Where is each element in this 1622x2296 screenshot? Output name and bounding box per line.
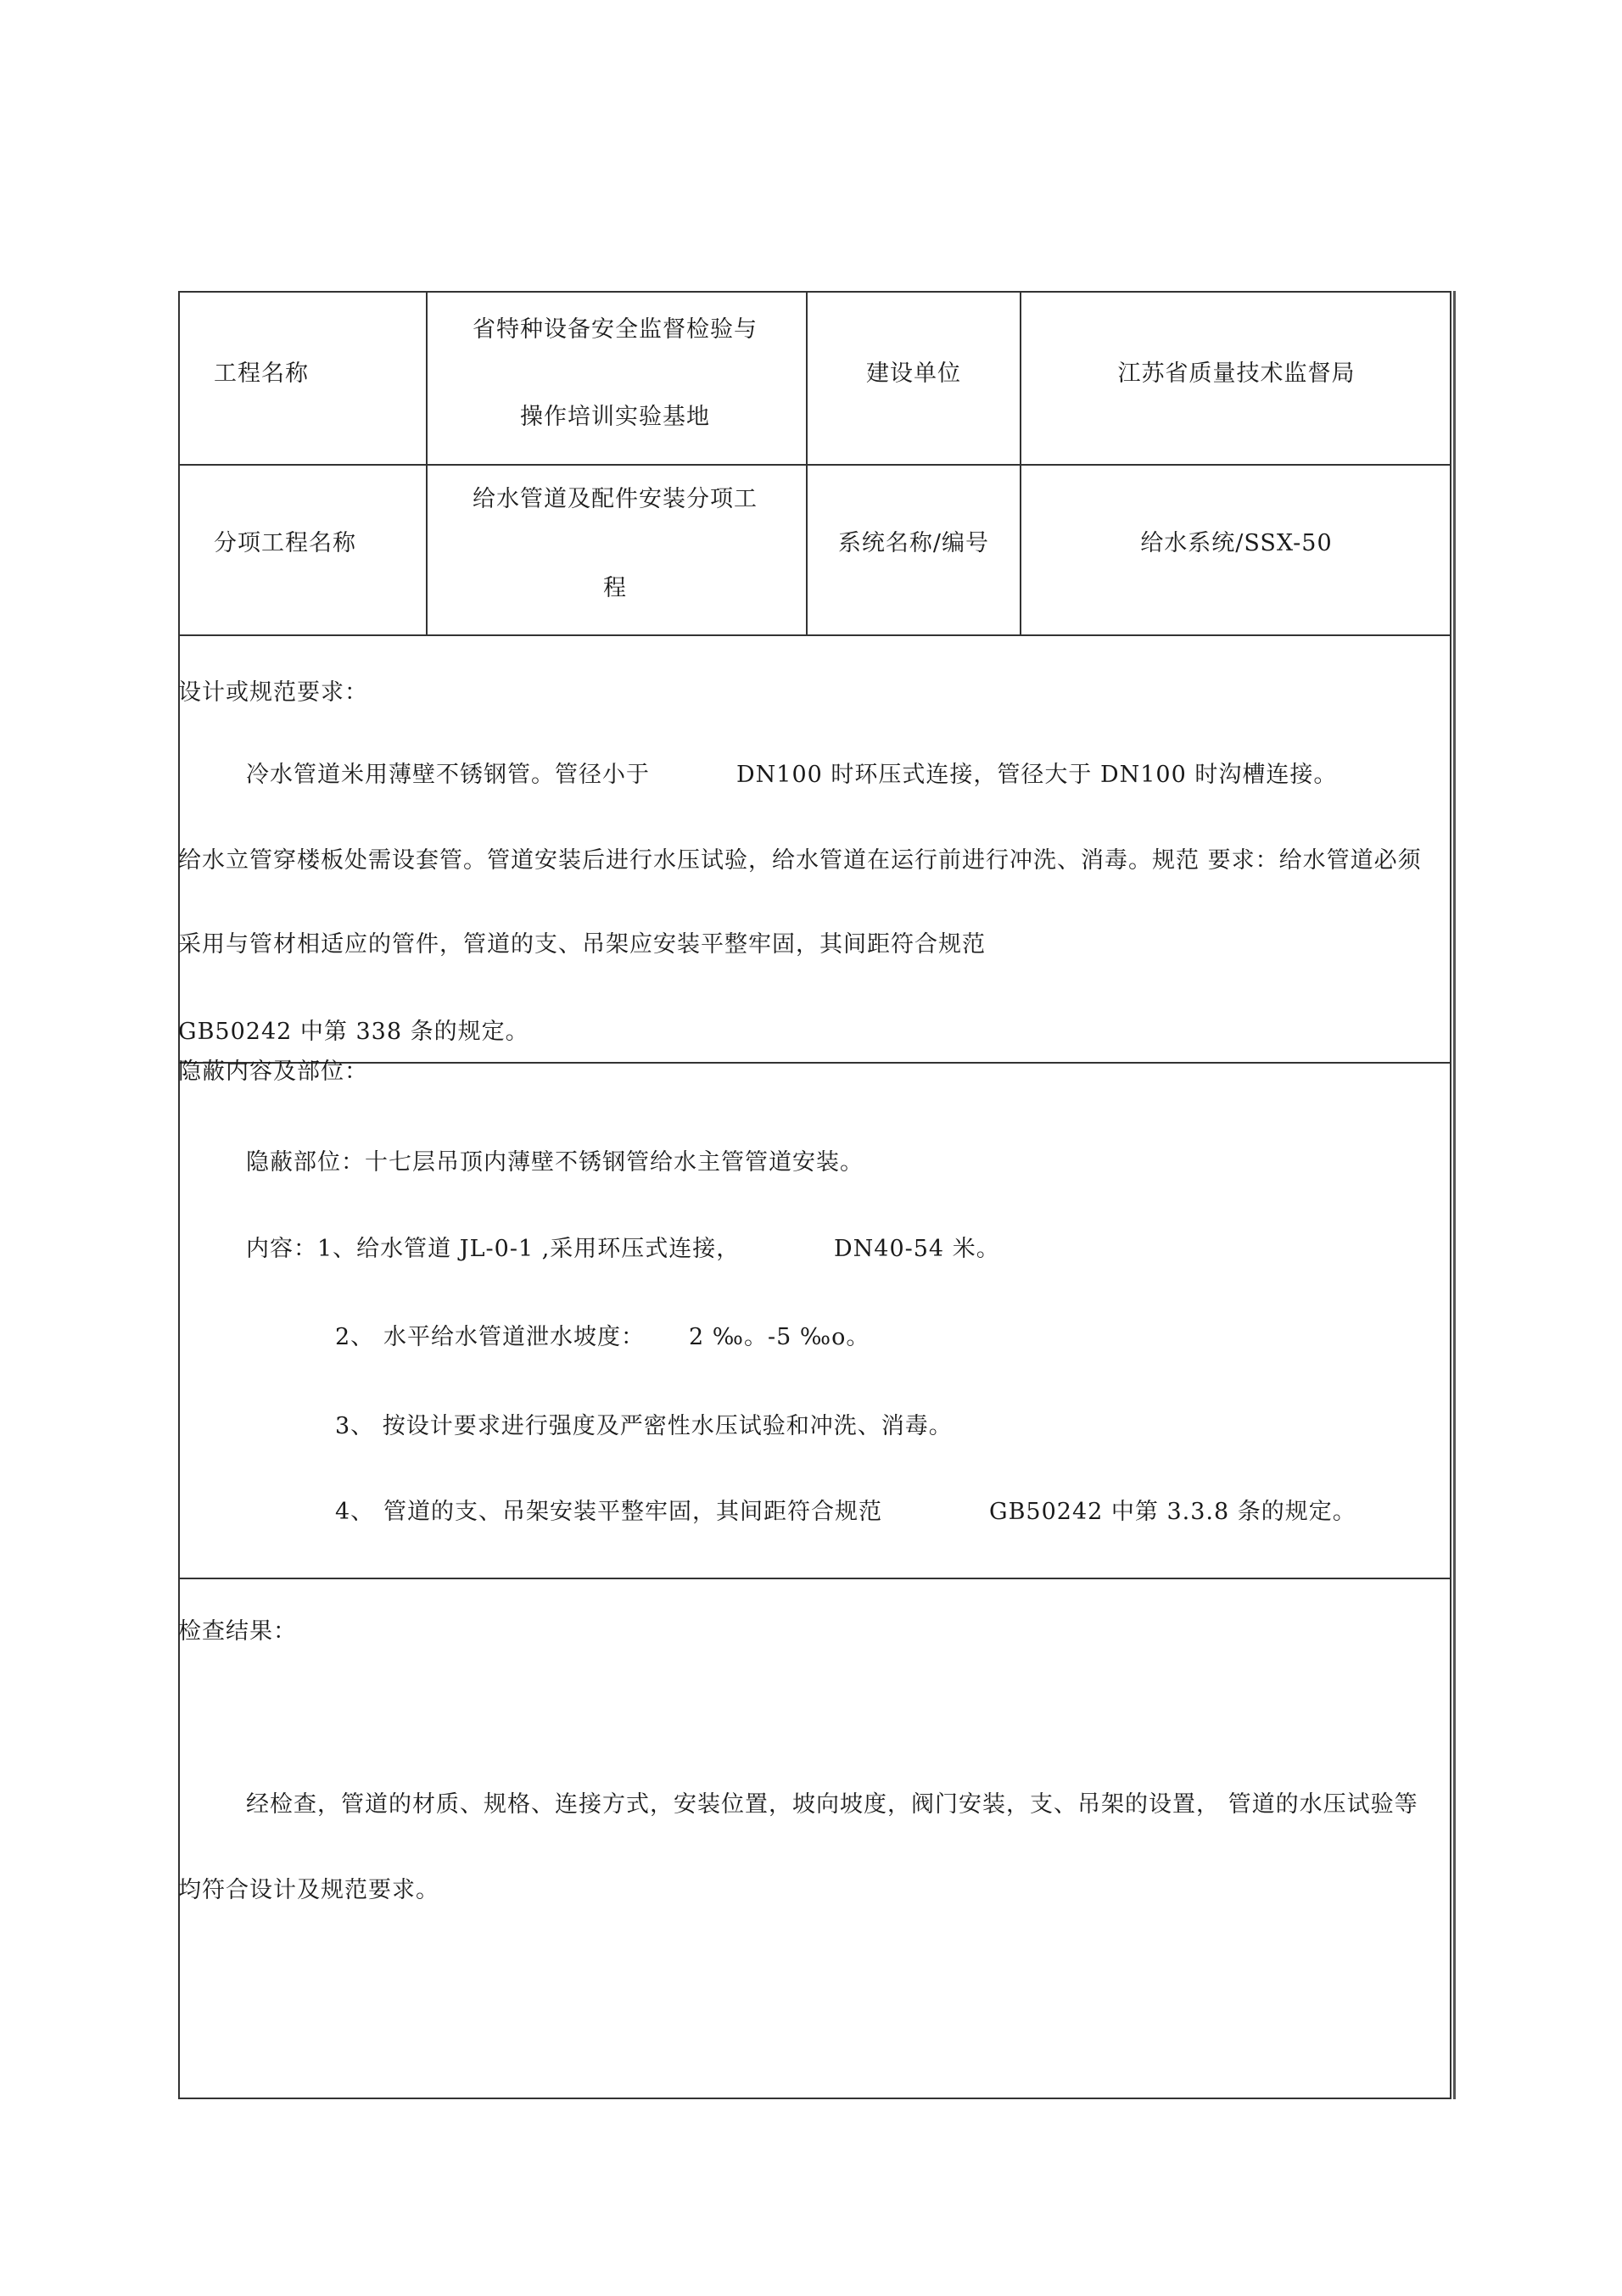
hidden-item-1b: DN40-54 米。 [834,1236,1000,1262]
hidden-item-3: 3、 按设计要求进行强度及严密性水压试验和冲洗、消毒。 [335,1413,953,1439]
form-border [178,291,1451,2099]
result-paragraph-2: 均符合设计及规范要求。 [178,1877,439,1903]
design-paragraph-4: GB50242 中第 338 条的规定。 [178,1019,529,1045]
project-name-value-line1: 省特种设备安全监督检验与 [473,316,758,343]
hidden-item-2a: 水平给水管道泄水坡度： [383,1324,645,1350]
result-paragraph-1: 经检查，管道的材质、规格、连接方式，安装位置，坡向坡度，阀门安装，支、吊架的设置， 管道的水压试验等 [246,1791,1418,1818]
construction-unit-label: 建设单位 [866,360,961,387]
project-name-label: 工程名称 [214,360,309,387]
design-heading: 设计或规范要求： [178,679,368,706]
system-value: 给水系统/SSX-50 [1140,530,1333,556]
construction-unit-value: 江苏省质量技术监督局 [1117,360,1356,387]
row-divider-1 [178,464,1451,466]
design-paragraph-2: 给水立管穿楼板处需设套管。管道安装后进行水压试验，给水管道在运行前进行冲洗、消毒。规范 要求：给水管道必须 [178,847,1422,874]
inspection-record-form [178,291,1462,2099]
hidden-item-1a: 内容：1、给水管道 JL-0-1 ,采用环压式连接， [246,1236,741,1262]
subproject-value-line1: 给水管道及配件安装分项工 [473,486,758,512]
subproject-value-line2: 程 [603,575,627,601]
project-name-value-line2: 操作培训实验基地 [520,404,710,430]
hidden-heading: 隐蔽内容及部位： [178,1059,368,1085]
design-paragraph-3: 采用与管材相适应的管件，管道的支、吊架应安装平整牢固，其间距符合规范 [178,931,986,958]
form-border-right-edge [1453,291,1456,2099]
hidden-location: 隐蔽部位：十七层吊顶内薄壁不锈钢管给水主管管道安装。 [246,1149,864,1176]
system-label: 系统名称/编号 [837,530,990,556]
hidden-item-4b: GB50242 中第 3.3.8 条的规定。 [989,1499,1356,1525]
subproject-label: 分项工程名称 [214,530,356,556]
row-divider-4 [178,1578,1451,1579]
hidden-item-4-number: 4、 [335,1499,375,1525]
hidden-item-2-number: 2、 [335,1324,375,1350]
hidden-item-4a: 管道的支、吊架安装平整牢固，其间距符合规范 [383,1499,882,1525]
col-divider-3 [1020,291,1021,635]
row-divider-3 [178,1062,1451,1064]
hidden-item-2b: 2 ‰。-5 ‰o。 [689,1324,870,1350]
design-paragraph-1a: 冷水管道米用薄壁不锈钢管。管径小于 [246,762,650,788]
design-paragraph-1b: DN100 时环压式连接，管径大于 DN100 时沟槽连接。 [736,762,1338,788]
row-divider-2 [178,634,1451,636]
result-heading: 检查结果： [178,1618,297,1645]
